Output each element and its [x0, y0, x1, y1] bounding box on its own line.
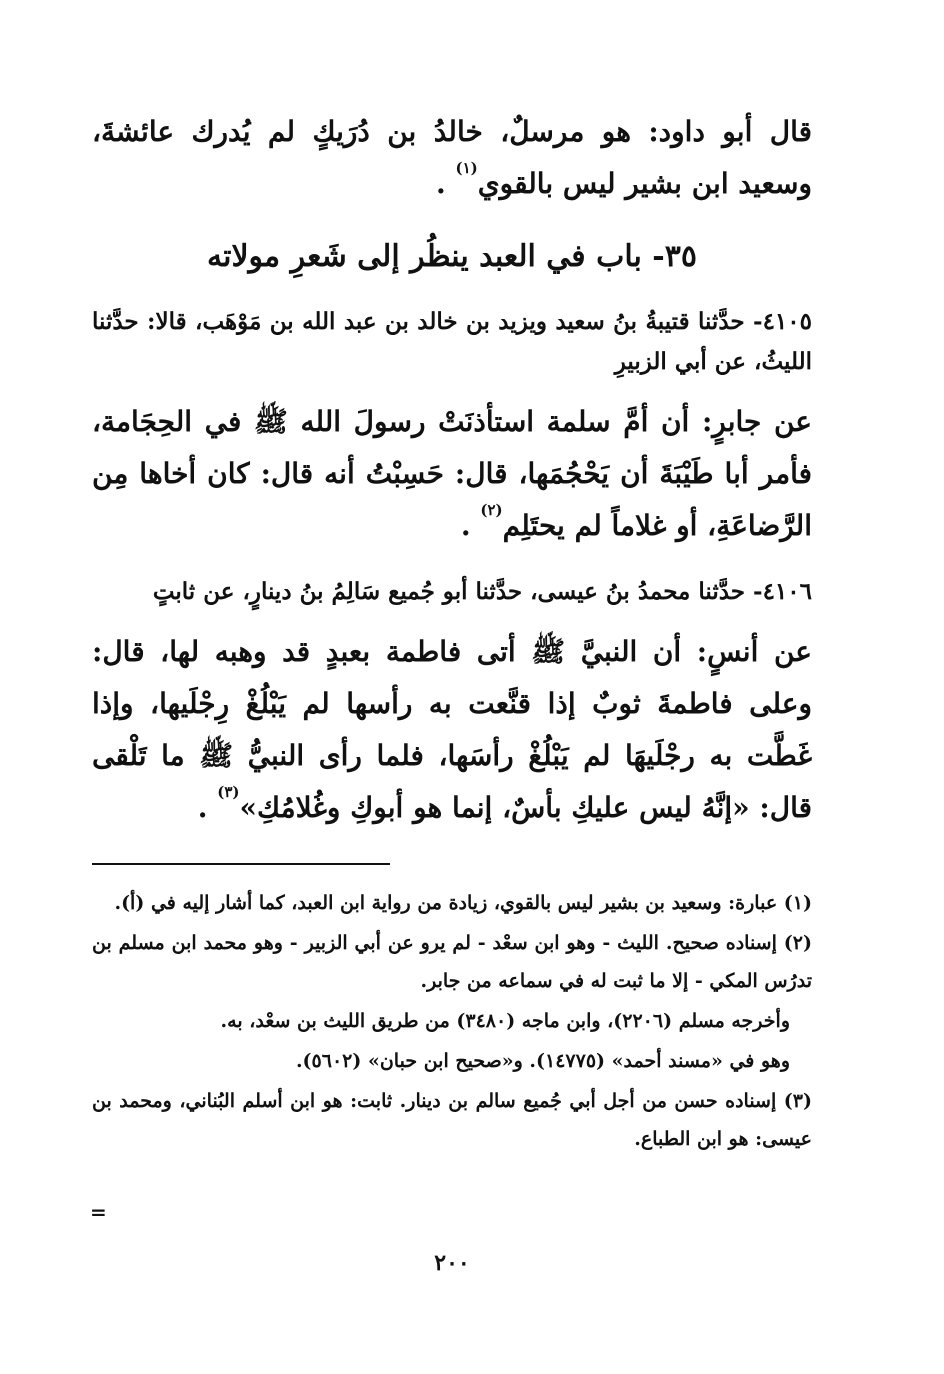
- hadith-4106-end: .: [197, 791, 218, 824]
- footnote-ref-3[interactable]: (٣): [217, 783, 240, 801]
- continuation-mark: =: [90, 1200, 107, 1224]
- intro-end: .: [435, 167, 456, 200]
- footnote-2: (٢) إسناده صحيح. الليث - وهو ابن سعْد - لم يرو عن أبي الزبير - وهو محمد ابن مسلم بن تدرُس المكي - إلا ما ثبت له في سماعه من جابر.: [92, 932, 812, 992]
- hadith-4105-text: عن جابرٍ: أن أمَّ سلمة استأذنَتْ رسولَ الله ﷺ في الحِجَامة، فأمر أبا طَيْبَةَ أن يَحْجُمَها، قال: حَسِبْتُ أنه قال: كان أخاها مِن الرَّضاعَةِ، أو غلاماً لم يحتَلِم: [92, 405, 812, 542]
- footnote-ref-2[interactable]: (٢): [480, 501, 503, 519]
- footnote-1: (١) عبارة: وسعيد بن بشير ليس بالقوي، زيادة من رواية ابن العبد، كما أشار إليه في (أ).: [114, 892, 812, 914]
- hadith-4105-matn: [92, 396, 812, 552]
- book-page: [92, 100, 812, 1320]
- hadith-4105-end: .: [460, 509, 481, 542]
- page-number: ٢٠٠: [434, 1250, 470, 1276]
- footnote-divider: [92, 863, 390, 865]
- footnote-2-source: وأخرجه مسلم (٢٢٠٦)، وابن ماجه (٣٤٨٠) من طريق الليث بن سعْد، به.: [220, 1010, 790, 1032]
- footnote-2-reference: وهو في «مسند أحمد» (١٤٧٧٥). و«صحيح ابن حبان» (٥٦٠٢).: [295, 1050, 790, 1072]
- spacer: [92, 552, 812, 572]
- footnotes-section: [92, 884, 812, 1158]
- intro-paragraph: [92, 106, 812, 210]
- hadith-4106-isnad: ٤١٠٦- حدَّثنا محمدُ بنُ عيسى، حدَّثنا أبو جُميع سَالِمُ بنُ دينارٍ، عن ثابتٍ: [152, 578, 812, 605]
- spacer: [92, 382, 812, 396]
- intro-text: قال أبو داود: هو مرسلٌ، خالدُ بن دُرَيكٍ لم يُدرك عائشةَ، وسعيد ابن بشير ليس بالقوي: [92, 115, 812, 200]
- hadith-4106-text: عن أنسٍ: أن النبيَّ ﷺ أتى فاطمة بعبدٍ قد وهبه لها، قال: وعلى فاطمةَ ثوبٌ إذا قنَّعت به رأسها لم يَبْلُغْ رِجْلَيها، وإذا غَطَّت به رجْلَيهَا لم يَبْلُغْ رأسَها، فلما رأى النبيُّ ﷺ ما تَلْقى قال: «إنَّهُ ليس عليكِ بأسٌ، إنما هو أبوكِ وغُلامُكِ»: [92, 635, 812, 824]
- footnote-ref-1[interactable]: (١): [455, 159, 478, 177]
- hadith-4105-isnad: ٤١٠٥- حدَّثنا قتيبةُ بنُ سعيد ويزيد بن خالد بن عبد الله بن مَوْهَب، قالا: حدَّثنا الليثُ، عن أبي الزبيرِ: [92, 308, 812, 375]
- spacer: [92, 612, 812, 626]
- footnote-3: (٣) إسناده حسن من أجل أبي جُميع سالم بن دينار. ثابت: هو ابن أسلم البُناني، ومحمد بن عيسى: هو ابن الطباع.: [92, 1090, 812, 1150]
- hadith-4106-matn: [92, 626, 812, 834]
- chapter-heading: ٣٥- باب في العبد ينظُر إلى شَعرِ مولاته: [207, 239, 697, 274]
